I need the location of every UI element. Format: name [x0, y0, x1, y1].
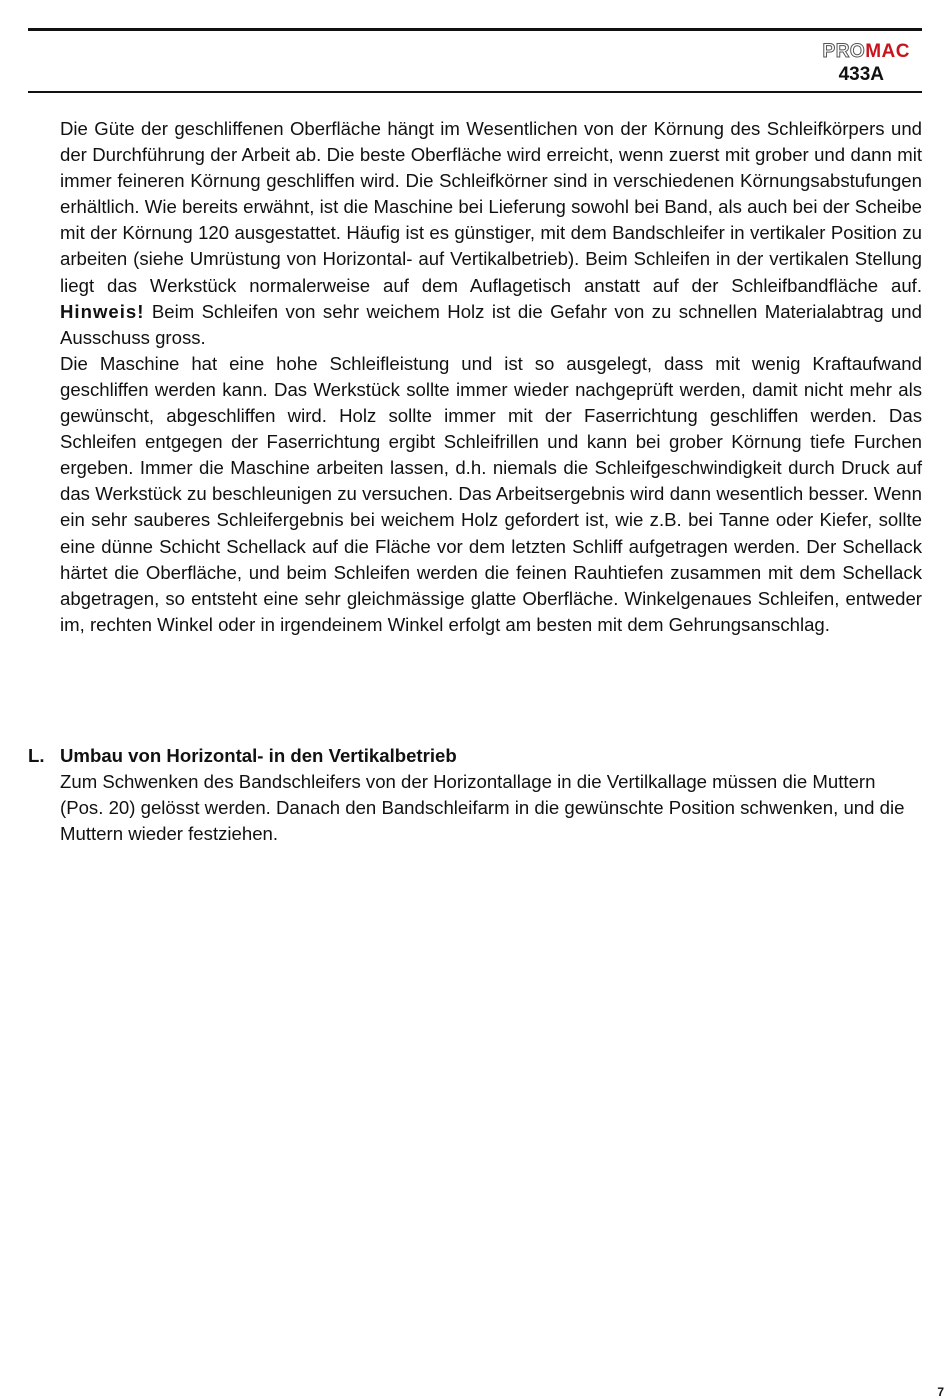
model-number: 433A	[838, 64, 884, 85]
main-content	[60, 116, 922, 638]
hinweis-text: Beim Schleifen von sehr weichem Holz ist die Gefahr von zu schnellen Materialabtrag und Ausschuss gross.	[60, 300, 922, 348]
section-l-heading	[28, 743, 457, 769]
section-l-body	[60, 769, 922, 847]
paragraph-grit	[60, 116, 922, 351]
section-l-title: Umbau von Horizontal- in den Vertikalbetrieb	[60, 745, 457, 766]
logo-pro-text: PRO	[822, 41, 866, 62]
paragraph-grit-text: Die Güte der geschliffenen Oberfläche hängt im Wesentlichen von der Körnung des Schleifkörpers und der Durchführung der Arbeit ab. Die beste Oberfläche wird erreicht, wenn zuerst mit grober und dann mit immer feineren Körnung geschliffen wird. Die Schleifkörner sind in verschiedenen Körnungsabstufungen erhältlich. Wie bereits erwähnt, ist die Maschine bei Lieferung sowohl bei Band, als auch bei der Scheibe mit der Körnung 120 ausgestattet. Häufig ist es günstiger, mit dem Bandschleifer in vertikaler Position zu arbeiten (siehe Umrüstung von Horizontal- auf Vertikalbetrieb). Beim Schleifen in der vertikalen Stellung liegt das Werkstück normalerweise auf dem Auflagetisch anstatt auf der Schleifbandfläche auf.	[60, 118, 922, 296]
section-l-text: Zum Schwenken des Bandschleifers von der Horizontallage in die Vertilkallage müssen die Muttern (Pos. 20) gelösst werden. Danach den Bandschleifarm in die gewünschte Position schwenken, und die Muttern wieder festziehen.	[60, 771, 905, 845]
header-rule-bottom	[28, 91, 922, 93]
promac-logo	[810, 42, 910, 62]
logo-mac-text: MAC	[865, 41, 910, 62]
page-number: 7	[937, 1385, 944, 1399]
paragraph-sanding: Die Maschine hat eine hohe Schleifleistung und ist so ausgelegt, dass mit wenig Kraftaufwand geschliffen werden kann. Das Werkstück sollte immer wieder nachgeprüft werden, damit nicht mehr als gewünscht, abgeschliffen wird. Holz sollte immer mit der Faserrichtung geschliffen werden. Das Schleifen entgegen der Faserrichtung ergibt Schleifrillen und kann bei grober Körnung tiefe Furchen ergeben. Immer die Maschine arbeiten lassen, d.h. niemals die Schleifgeschwindigkeit durch Druck auf das Werkstück zu beschleunigen zu versuchen. Das Arbeitsergebnis wird dann wesentlich besser. Wenn ein sehr sauberes Schleifergebnis bei weichem Holz gefordert ist, wie z.B. bei Tanne oder Kiefer, sollte eine dünne Schicht Schellack auf die Fläche vor dem letzten Schliff aufgetragen werden. Der Schellack härtet die Oberfläche, und beim Schleifen werden die feinen Rauhtiefen zusammen mit dem Schellack abgetragen, so entsteht eine sehr gleichmässige glatte Oberfläche. Winkelgenaues Schleifen, entweder im, rechten Winkel oder in irgendeinem Winkel erfolgt am besten mit dem Gehrungsanschlag.	[60, 352, 922, 635]
hinweis-label: Hinweis!	[60, 300, 145, 322]
section-l-letter: L.	[28, 745, 45, 766]
header-rule-top	[28, 28, 922, 31]
